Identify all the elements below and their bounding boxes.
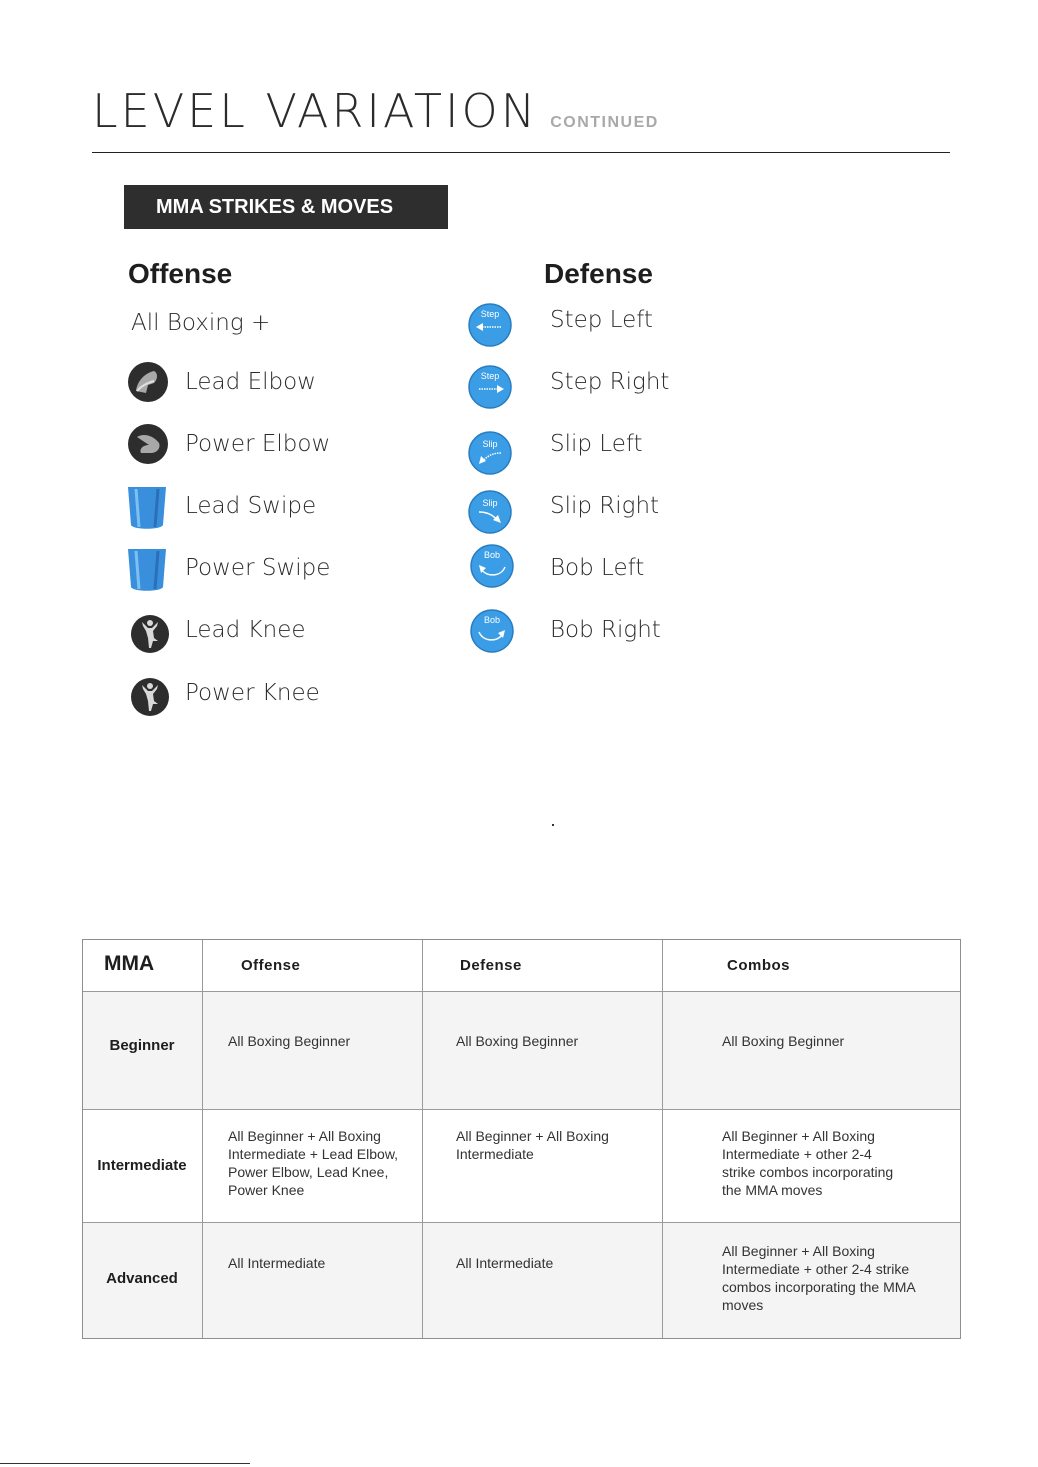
cell-line: All Intermediate bbox=[456, 1255, 554, 1271]
step-icon-label: Step bbox=[480, 309, 500, 319]
column-header: Combos bbox=[727, 957, 790, 974]
swipe-pad-icon bbox=[125, 547, 169, 595]
slip-icon-label: Slip bbox=[482, 439, 498, 449]
cell-line: Intermediate + Lead Elbow, bbox=[228, 1146, 399, 1162]
cell-line: Intermediate + other 2-4 strike bbox=[722, 1261, 910, 1277]
bob-icon-label: Bob bbox=[483, 615, 501, 625]
offense-heading: Offense bbox=[128, 258, 233, 289]
offense-move: Lead Elbow bbox=[185, 369, 316, 395]
section-banner: MMA STRIKES & MOVES bbox=[124, 185, 448, 229]
row-divider bbox=[83, 1109, 960, 1110]
offense-move: Power Knee bbox=[185, 680, 320, 706]
table-cell bbox=[456, 1127, 609, 1163]
defense-move: Bob Right bbox=[550, 617, 661, 643]
cell-line: All Beginner + All Boxing bbox=[228, 1128, 381, 1144]
step-icon-label: Step bbox=[480, 371, 500, 381]
cell-line: Intermediate + other 2-4 bbox=[722, 1146, 872, 1162]
page-subtitle: CONTINUED bbox=[550, 114, 659, 131]
defense-move: Step Left bbox=[550, 307, 653, 333]
cell-line: All Beginner + All Boxing bbox=[722, 1243, 875, 1259]
table-cell bbox=[722, 1127, 893, 1199]
row-divider bbox=[83, 991, 960, 992]
table-cell bbox=[456, 1254, 553, 1272]
header-divider bbox=[92, 152, 950, 153]
footer-line bbox=[0, 1463, 250, 1464]
offense-move: Lead Knee bbox=[185, 617, 306, 643]
step-left-icon bbox=[467, 302, 513, 348]
cell-line: All Intermediate bbox=[228, 1255, 326, 1271]
column-header: Defense bbox=[460, 957, 522, 974]
table-row bbox=[83, 991, 960, 1109]
offense-move: Lead Swipe bbox=[185, 493, 317, 519]
knee-fighter-icon bbox=[130, 614, 170, 654]
cell-line: Intermediate bbox=[456, 1146, 534, 1162]
cell-line: Power Elbow, Lead Knee, bbox=[228, 1164, 389, 1180]
offense-move: Power Elbow bbox=[185, 431, 331, 457]
offense-intro: All Boxing + bbox=[131, 310, 271, 336]
bob-icon-label: Bob bbox=[483, 550, 501, 560]
column-header: Offense bbox=[241, 957, 301, 974]
knee-fighter-icon bbox=[130, 677, 170, 717]
stray-dot bbox=[552, 824, 554, 826]
defense-move: Step Right bbox=[550, 369, 670, 395]
elbow-icon bbox=[127, 361, 169, 403]
cell-line: All Beginner + All Boxing bbox=[456, 1128, 609, 1144]
column-divider bbox=[202, 940, 203, 1338]
cell-line: Power Knee bbox=[228, 1182, 305, 1198]
level-label: Beginner bbox=[109, 1037, 175, 1054]
table-cell: All Boxing Beginner bbox=[228, 1033, 351, 1049]
table-cell bbox=[722, 1242, 916, 1314]
bob-right-icon bbox=[469, 608, 515, 654]
defense-move: Bob Left bbox=[550, 555, 645, 581]
table-cell: All Boxing Beginner bbox=[456, 1033, 579, 1049]
level-label: Intermediate bbox=[97, 1157, 187, 1174]
column-divider bbox=[422, 940, 423, 1338]
cell-line: All Beginner + All Boxing bbox=[722, 1128, 875, 1144]
defense-move: Slip Left bbox=[550, 431, 643, 457]
swipe-pad-icon bbox=[125, 485, 169, 533]
defense-heading: Defense bbox=[544, 258, 653, 289]
elbow-icon bbox=[127, 423, 169, 465]
cell-line: moves bbox=[722, 1297, 764, 1313]
table-cell: All Boxing Beginner bbox=[722, 1033, 845, 1049]
cell-line: combos incorporating the MMA bbox=[722, 1279, 916, 1295]
offense-move: Power Swipe bbox=[185, 555, 331, 581]
bob-left-icon bbox=[469, 543, 515, 589]
column-divider bbox=[662, 940, 663, 1338]
cell-line: strike combos incorporating bbox=[722, 1164, 894, 1180]
row-divider bbox=[83, 1222, 960, 1223]
step-right-icon bbox=[467, 364, 513, 410]
page-title: LEVEL VARIATION bbox=[92, 84, 539, 138]
slip-left-icon bbox=[467, 430, 513, 476]
table-corner: MMA bbox=[104, 952, 155, 975]
page-header bbox=[92, 84, 659, 138]
cell-line: the MMA moves bbox=[722, 1182, 823, 1198]
defense-move: Slip Right bbox=[550, 493, 660, 519]
slip-icon-label: Slip bbox=[482, 498, 498, 508]
level-label: Advanced bbox=[106, 1270, 178, 1287]
level-table bbox=[82, 939, 961, 1339]
slip-right-icon bbox=[467, 489, 513, 535]
table-cell bbox=[228, 1254, 325, 1272]
table-cell bbox=[228, 1127, 398, 1199]
